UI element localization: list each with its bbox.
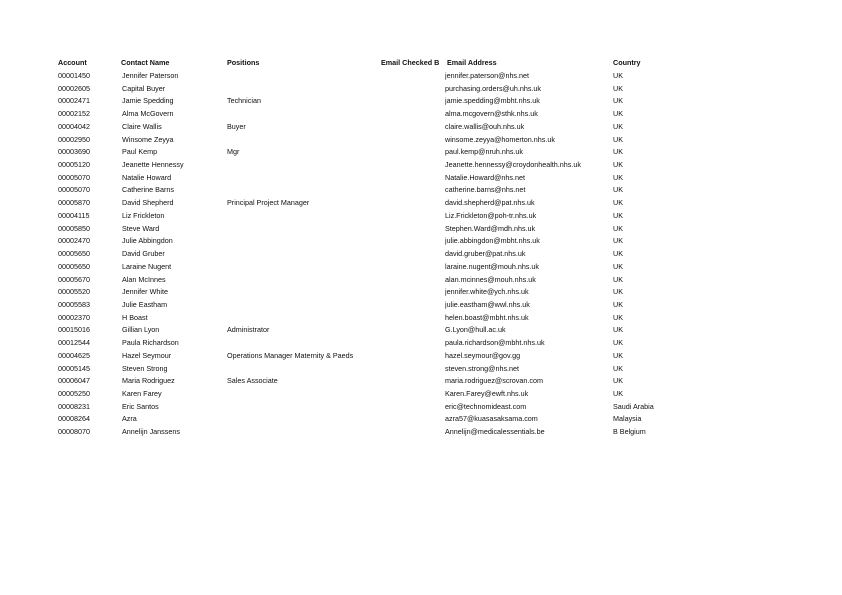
cell-country: UK: [613, 299, 623, 309]
table-row: [0, 426, 842, 438]
table-row: [0, 184, 842, 196]
cell-contact-name: Winsome Zeyya: [122, 134, 174, 144]
table-row: [0, 159, 842, 171]
cell-country: UK: [613, 96, 623, 106]
cell-account: 00005850: [58, 223, 90, 233]
cell-country: Malaysia: [613, 414, 642, 424]
cell-email-address: paul.kemp@nruh.nhs.uk: [445, 147, 524, 157]
cell-country: UK: [613, 83, 623, 93]
cell-country: UK: [613, 210, 623, 220]
table-row: [0, 70, 842, 82]
cell-country: UK: [613, 134, 623, 144]
cell-account: 00001450: [58, 71, 90, 80]
cell-contact-name: Jennifer White: [122, 287, 168, 297]
header-email-address: Email Address: [447, 58, 497, 67]
cell-email-address: Jeanette.hennessy@croydonhealth.nhs.uk: [445, 160, 581, 170]
cell-contact-name: Natalie Howard: [122, 172, 172, 182]
cell-position: Buyer: [227, 121, 246, 131]
table-row: [0, 95, 842, 107]
cell-country: UK: [613, 198, 623, 208]
cell-position: Principal Project Manager: [227, 198, 310, 208]
cell-country: UK: [613, 274, 623, 284]
table-row: [0, 248, 842, 260]
table-row: [0, 146, 842, 158]
cell-account: 00005120: [58, 160, 90, 170]
cell-contact-name: Catherine Barns: [122, 185, 174, 195]
cell-account: 00008264: [58, 414, 90, 424]
table-row: [0, 324, 842, 336]
cell-country: UK: [613, 350, 623, 360]
cell-account: 00012544: [58, 338, 90, 348]
cell-email-address: eric@technomideast.com: [445, 401, 527, 411]
cell-contact-name: Maria Rodriguez: [122, 376, 175, 386]
cell-email-address: claire.wallis@ouh.nhs.uk: [445, 121, 525, 131]
cell-account: 00015016: [58, 325, 90, 335]
cell-country: UK: [613, 389, 623, 398]
cell-email-address: azra57@kuasasaksama.com: [445, 414, 538, 424]
cell-email-address: julie.abbingdon@mbht.nhs.uk: [445, 236, 540, 246]
cell-contact-name: Claire Wallis: [122, 121, 162, 131]
cell-country: UK: [613, 160, 623, 170]
cell-account: 00005070: [58, 185, 90, 195]
cell-country: Saudi Arabia: [613, 401, 654, 411]
cell-account: 00005145: [58, 363, 90, 373]
cell-account: 00005250: [58, 389, 90, 398]
cell-email-address: Natalie.Howard@nhs.net: [445, 172, 526, 182]
table-row: [0, 261, 842, 273]
cell-contact-name: Capital Buyer: [122, 83, 166, 93]
cell-email-address: jamie.spedding@mbht.nhs.uk: [445, 96, 540, 106]
cell-email-address: hazel.seymour@gov.gg: [445, 350, 521, 360]
cell-country: UK: [613, 287, 623, 297]
table-row: [0, 413, 842, 425]
header-positions: Positions: [227, 58, 260, 67]
cell-email-address: G.Lyon@hull.ac.uk: [445, 325, 506, 335]
cell-account: 00005870: [58, 198, 90, 208]
header-account: Account: [58, 58, 87, 67]
cell-contact-name: Steve Ward: [122, 223, 160, 233]
table-row: [0, 223, 842, 235]
cell-position: Operations Manager Maternity & Paeds: [227, 350, 354, 360]
header-row: [0, 57, 842, 69]
cell-account: 00002370: [58, 312, 90, 322]
cell-account: 00002605: [58, 83, 90, 93]
cell-country: UK: [613, 325, 623, 335]
cell-country: UK: [613, 249, 623, 259]
cell-country: UK: [613, 147, 623, 157]
cell-contact-name: Hazel Seymour: [122, 350, 172, 360]
cell-contact-name: Karen Farey: [122, 389, 162, 398]
cell-account: 00005650: [58, 261, 90, 271]
cell-email-address: Liz.Frickleton@poh-tr.nhs.uk: [445, 210, 537, 220]
cell-email-address: Stephen.Ward@mdh.nhs.uk: [445, 223, 536, 233]
cell-contact-name: Paula Richardson: [122, 338, 179, 348]
cell-email-address: paula.richardson@mbht.nhs.uk: [445, 338, 545, 348]
cell-contact-name: Paul Kemp: [122, 147, 158, 157]
cell-account: 00004042: [58, 121, 90, 131]
cell-position: Mgr: [227, 147, 240, 157]
cell-account: 00002470: [58, 236, 90, 246]
table-row: [0, 83, 842, 95]
cell-country: UK: [613, 338, 623, 348]
table-row: [0, 363, 842, 375]
cell-contact-name: Alma McGovern: [122, 109, 174, 119]
cell-email-address: alma.mcgovern@sthk.nhs.uk: [445, 109, 538, 119]
cell-country: B Belgium: [613, 427, 646, 437]
cell-contact-name: Azra: [122, 414, 137, 424]
cell-account: 00005670: [58, 274, 90, 284]
table-row: [0, 235, 842, 247]
cell-account: 00008231: [58, 401, 90, 411]
table-row: [0, 388, 842, 400]
table-row: [0, 286, 842, 298]
cell-contact-name: Alan McInnes: [122, 274, 166, 284]
cell-email-address: helen.boast@mbht.nhs.uk: [445, 312, 529, 322]
cell-account: 00005070: [58, 172, 90, 182]
cell-contact-name: Julie Eastham: [122, 299, 168, 309]
cell-email-address: alan.mcinnes@mouh.nhs.uk: [445, 274, 536, 284]
cell-country: UK: [613, 172, 623, 182]
cell-account: 00003690: [58, 147, 90, 157]
cell-email-address: winsome.zeyya@homerton.nhs.uk: [445, 134, 555, 144]
table-row: [0, 401, 842, 413]
cell-account: 00002950: [58, 134, 90, 144]
table-row: [0, 337, 842, 349]
cell-contact-name: H Boast: [122, 312, 148, 322]
cell-country: UK: [613, 261, 623, 271]
cell-contact-name: Liz Frickleton: [122, 210, 165, 220]
cell-account: 00005583: [58, 299, 90, 309]
cell-email-address: jennifer.paterson@nhs.net: [445, 71, 530, 80]
header-country: Country: [613, 58, 641, 67]
table-row: [0, 210, 842, 222]
cell-account: 00005520: [58, 287, 90, 297]
cell-country: UK: [613, 312, 623, 322]
table-row: [0, 375, 842, 387]
table-row: [0, 299, 842, 311]
cell-country: UK: [613, 363, 623, 373]
cell-contact-name: Annelijn Janssens: [122, 427, 180, 437]
cell-contact-name: Eric Santos: [122, 401, 159, 411]
table-row: [0, 121, 842, 133]
cell-email-address: Annelijn@medicalessentials.be: [445, 427, 545, 437]
cell-country: UK: [613, 185, 623, 195]
cell-email-address: laraine.nugent@mouh.nhs.uk: [445, 261, 540, 271]
cell-contact-name: Gillian Lyon: [122, 325, 160, 335]
table-row: [0, 274, 842, 286]
cell-email-address: julie.eastham@wwl.nhs.uk: [445, 299, 530, 309]
header-contact-name: Contact Name: [121, 58, 170, 67]
cell-email-address: david.gruber@pat.nhs.uk: [445, 249, 526, 259]
cell-account: 00002471: [58, 96, 90, 106]
cell-account: 00006047: [58, 376, 90, 386]
cell-contact-name: Julie Abbingdon: [122, 236, 173, 246]
table-row: [0, 172, 842, 184]
cell-position: Technician: [227, 96, 261, 106]
table-row: [0, 312, 842, 324]
cell-contact-name: Jennifer Paterson: [122, 71, 179, 80]
table-row: [0, 108, 842, 120]
cell-email-address: catherine.barns@nhs.net: [445, 185, 526, 195]
cell-email-address: maria.rodriguez@scrovan.com: [445, 376, 543, 386]
cell-country: UK: [613, 223, 623, 233]
cell-account: 00008070: [58, 427, 90, 437]
cell-country: UK: [613, 71, 623, 80]
cell-contact-name: Steven Strong: [122, 363, 168, 373]
table-row: [0, 134, 842, 146]
cell-email-address: purchasing.orders@uh.nhs.uk: [445, 83, 541, 93]
cell-account: 00005650: [58, 249, 90, 259]
cell-contact-name: Jeanette Hennessy: [122, 160, 184, 170]
cell-country: UK: [613, 109, 623, 119]
cell-country: UK: [613, 121, 623, 131]
cell-position: Sales Associate: [227, 376, 278, 386]
cell-country: UK: [613, 376, 623, 386]
table-row: [0, 350, 842, 362]
cell-email-address: jennifer.white@ych.nhs.uk: [445, 287, 529, 297]
cell-contact-name: David Gruber: [122, 249, 165, 259]
cell-contact-name: Laraine Nugent: [122, 261, 172, 271]
table-row: [0, 197, 842, 209]
cell-email-address: Karen.Farey@ewft.nhs.uk: [445, 389, 529, 398]
cell-account: 00004625: [58, 350, 90, 360]
cell-position: Administrator: [227, 325, 270, 335]
header-email-checked: Email Checked B: [381, 58, 440, 67]
cell-contact-name: David Shepherd: [122, 198, 174, 208]
cell-country: UK: [613, 236, 623, 246]
cell-email-address: david.shepherd@pat.nhs.uk: [445, 198, 535, 208]
cell-account: 00002152: [58, 109, 90, 119]
cell-account: 00004115: [58, 210, 90, 220]
cell-contact-name: Jamie Spedding: [122, 96, 174, 106]
cell-email-address: steven.strong@nhs.net: [445, 363, 520, 373]
